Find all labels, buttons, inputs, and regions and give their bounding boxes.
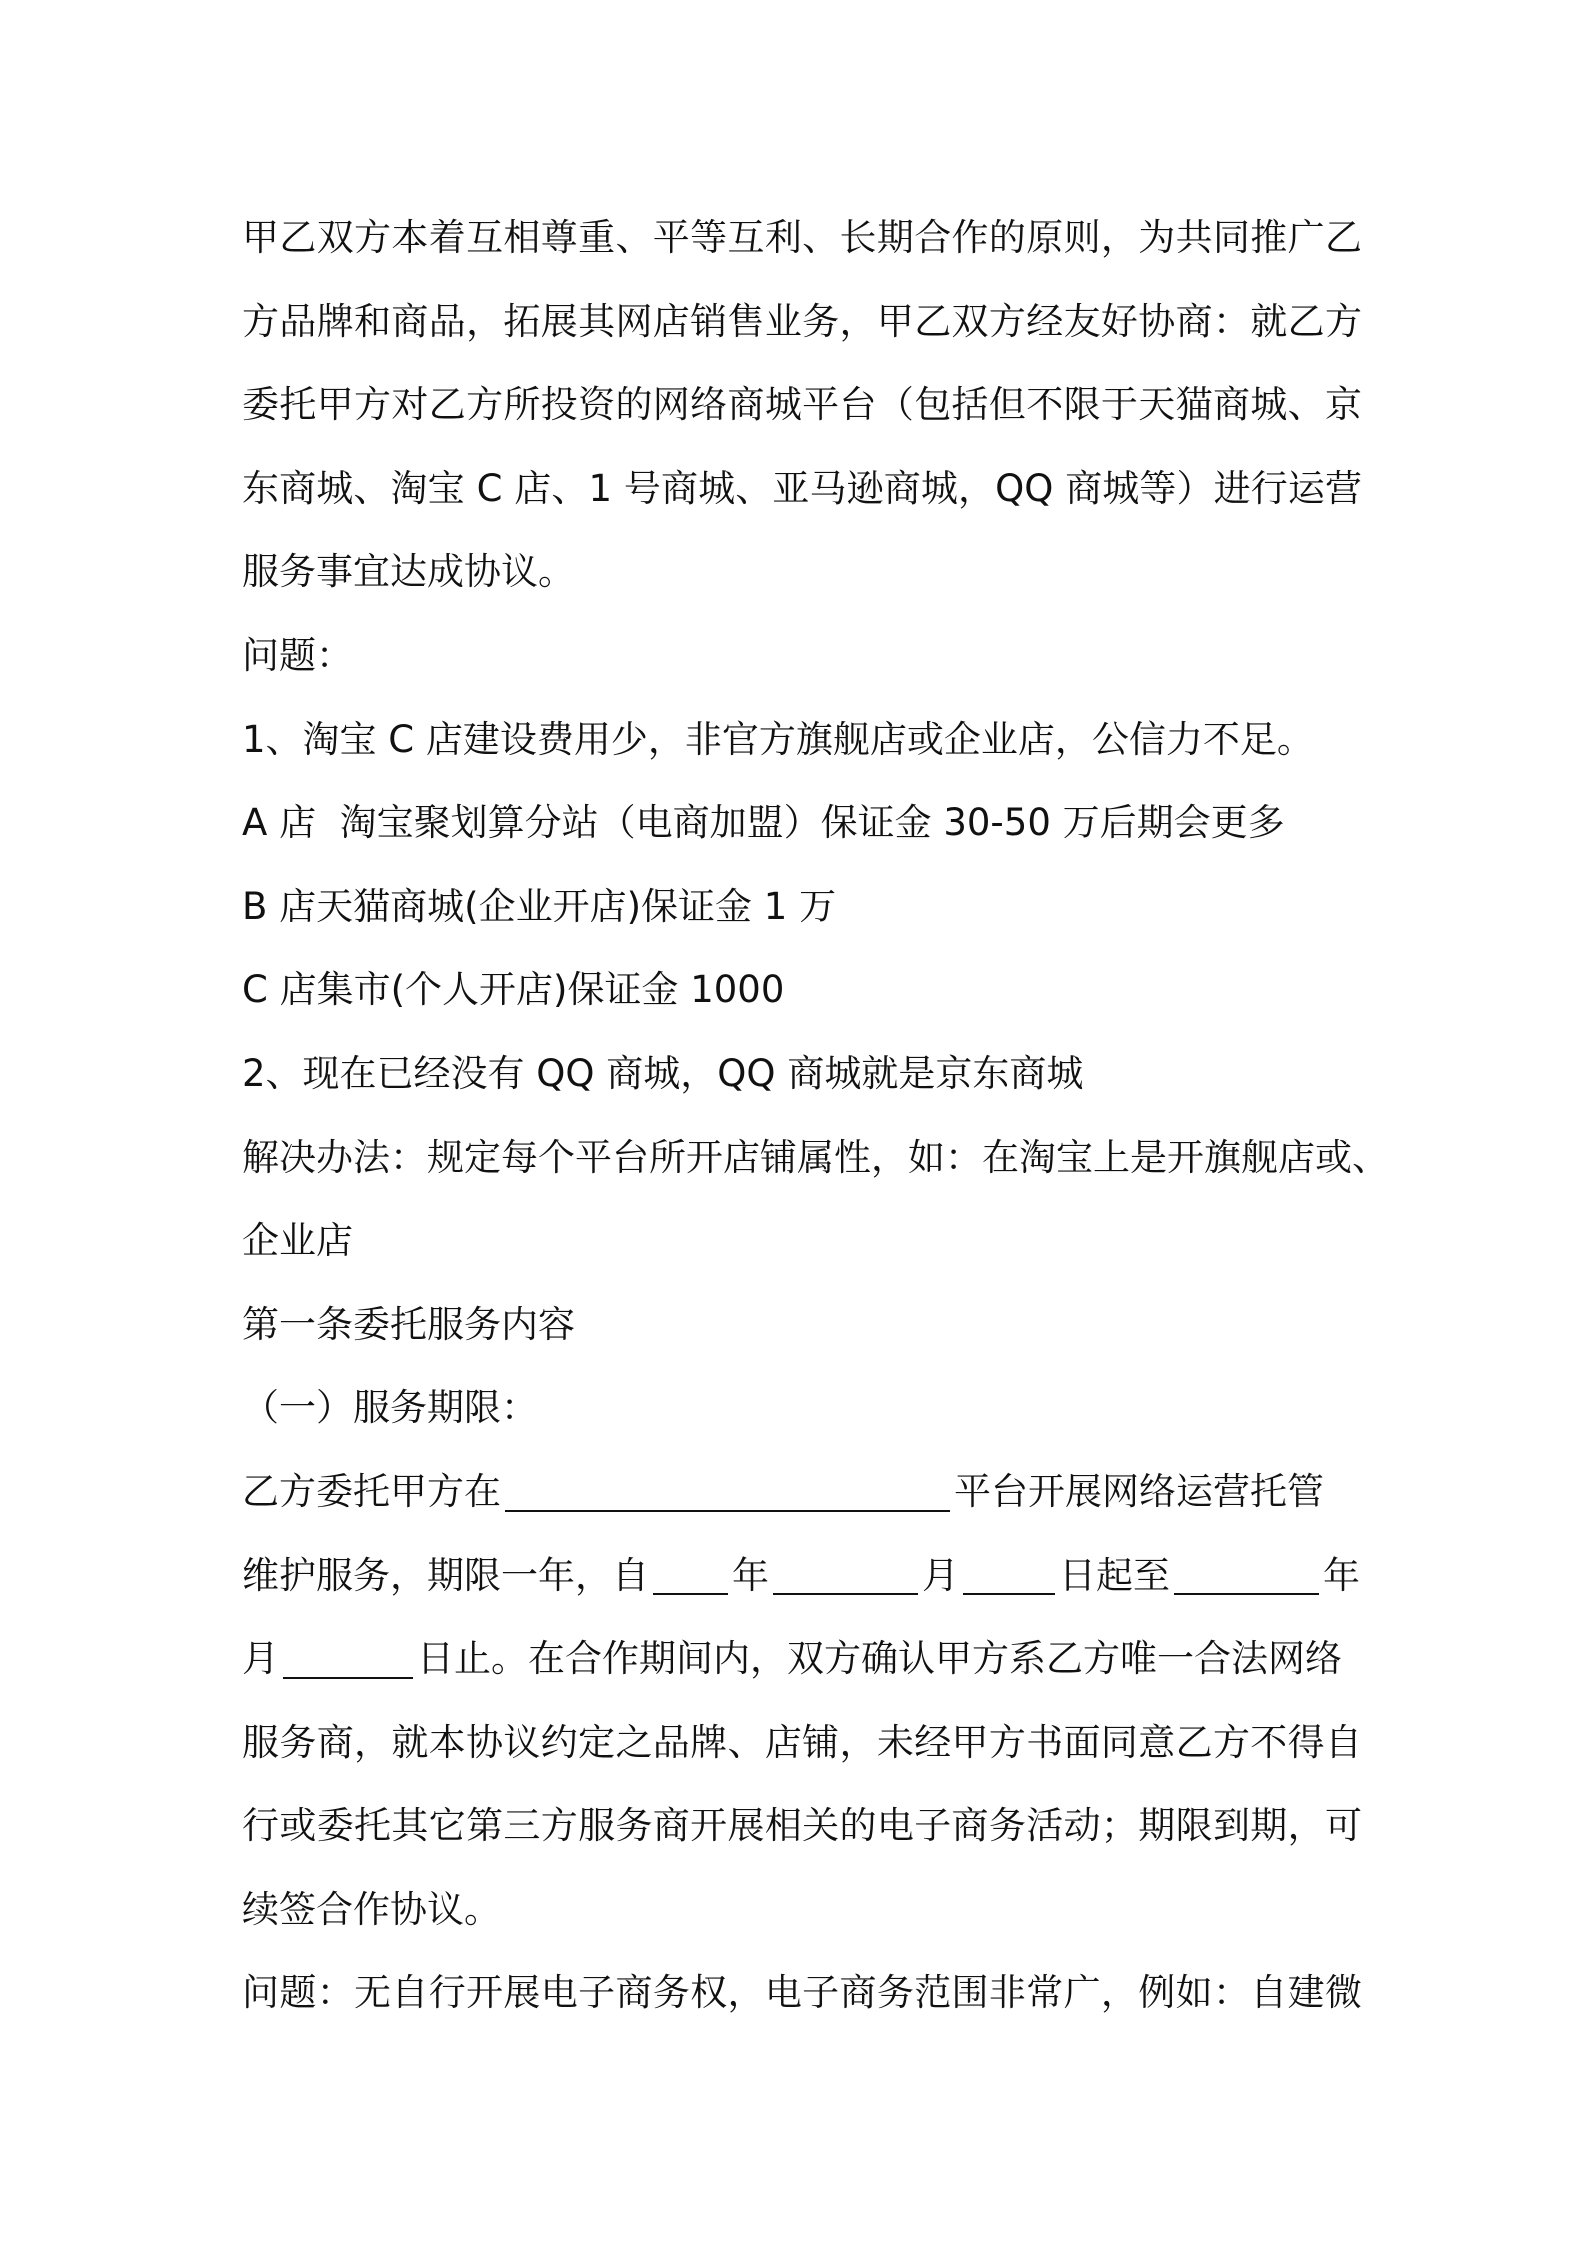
section-title: 第一条委托服务内容	[242, 1302, 575, 1346]
subsection-title: （一）服务期限：	[242, 1386, 538, 1430]
paragraph-line: 方品牌和商品，拓展其网店销售业务，甲乙双方经友好协商：就乙方	[242, 299, 1362, 343]
paragraph-line: 甲乙双方本着互相尊重、平等互利、长期合作的原则，为共同推广乙	[242, 216, 1362, 259]
end-year-blank-field[interactable]	[1174, 1563, 1319, 1595]
list-item: 1、淘宝 C 店建设费用少，非官方旗舰店或企业店，公信力不足。	[242, 717, 1314, 761]
paragraph-line: 行或委托其它第三方服务商开展相关的电子商务活动；期限到期，可	[242, 1804, 1362, 1848]
list-item: 2、现在已经没有 QQ 商城，QQ 商城就是京东商城	[242, 1051, 1084, 1095]
paragraph-line: 续签合作协议。	[242, 1887, 501, 1931]
solution-line: 解决办法：规定每个平台所开店铺属性，如：在淘宝上是开旗舰店或、	[242, 1135, 1389, 1179]
fill-text: 年	[732, 1553, 769, 1597]
fill-text: 月	[242, 1637, 279, 1681]
fill-text: 平台开展网络运营托管	[954, 1469, 1324, 1513]
fill-text: 月	[922, 1553, 959, 1597]
fill-line-end	[242, 1617, 1362, 1701]
paragraph-line: 服务商，就本协议约定之品牌、店铺，未经甲方书面同意乙方不得自	[242, 1720, 1362, 1764]
start-day-blank-field[interactable]	[963, 1563, 1055, 1595]
list-item: B 店天猫商城(企业开店)保证金 1 万	[242, 884, 837, 928]
fill-line-platform	[242, 1450, 1362, 1534]
fill-text: 日止。在合作期间内，双方确认甲方系乙方唯一合法网络	[417, 1637, 1342, 1681]
platform-blank-field[interactable]	[505, 1480, 950, 1512]
fill-text: 乙方委托甲方在	[242, 1469, 501, 1513]
document-body	[242, 196, 1389, 2035]
question-line: 问题：无自行开展电子商务权，电子商务范围非常广，例如：自建微	[242, 1971, 1362, 2015]
start-year-blank-field[interactable]	[653, 1563, 728, 1595]
question-heading: 问题：	[242, 633, 353, 677]
end-day-blank-field[interactable]	[283, 1647, 413, 1679]
fill-text: 年	[1323, 1553, 1360, 1597]
solution-line: 企业店	[242, 1219, 353, 1263]
paragraph-line: 服务事宜达成协议。	[242, 550, 575, 594]
fill-text: 日起至	[1059, 1553, 1170, 1597]
paragraph-line: 委托甲方对乙方所投资的网络商城平台（包括但不限于天猫商城、京	[242, 383, 1362, 427]
paragraph-line: 东商城、淘宝 C 店、1 号商城、亚马逊商城，QQ 商城等）进行运营	[242, 466, 1362, 510]
list-item: C 店集市(个人开店)保证金 1000	[242, 968, 785, 1012]
fill-line-period	[242, 1534, 1362, 1618]
start-month-blank-field[interactable]	[773, 1563, 918, 1595]
fill-text: 维护服务，期限一年，自	[242, 1553, 649, 1597]
list-item: A 店 淘宝聚划算分站（电商加盟）保证金 30-50 万后期会更多	[242, 801, 1285, 845]
